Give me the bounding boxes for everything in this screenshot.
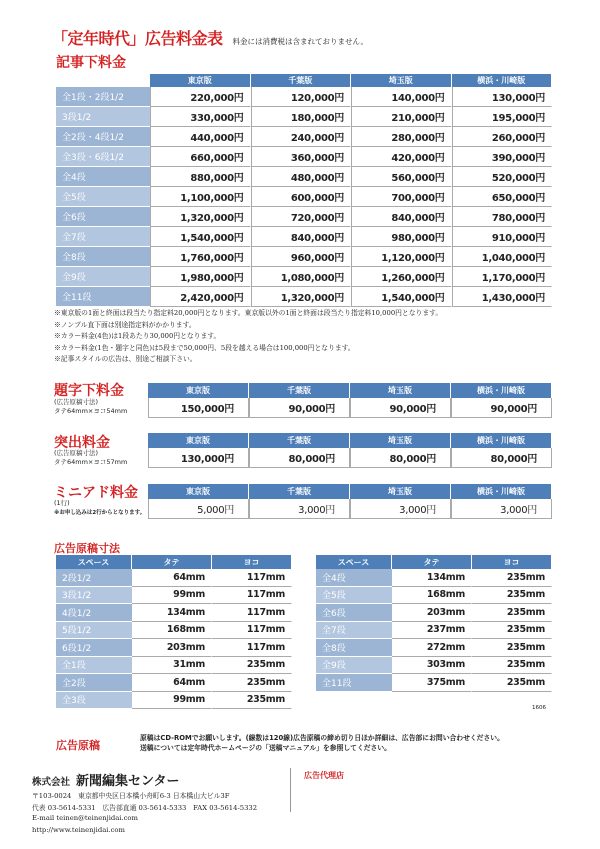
price-cell: 840,000円: [351, 207, 452, 227]
region-header: 横浜・川崎版: [451, 484, 552, 499]
dim-cell: 272mm: [392, 639, 472, 657]
price-cell: 3,000円: [350, 499, 451, 519]
dim-cell: 203mm: [132, 639, 212, 657]
note: ※記事スタイルの広告は、別途ご相談下さい。: [54, 355, 197, 363]
price-cell: 1,760,000円: [150, 247, 251, 267]
dim-cell: 375mm: [392, 674, 472, 692]
row-label: 全6段: [316, 604, 392, 622]
notes: [54, 308, 442, 366]
price-cell: 980,000円: [351, 227, 452, 247]
row-label: 全7段: [316, 622, 392, 640]
price-cell: 840,000円: [251, 227, 352, 247]
dim-cell: 235mm: [472, 657, 552, 675]
daiji-sub1: (広告原稿寸法): [54, 398, 99, 406]
kiji-table: [56, 74, 552, 307]
price-cell: 960,000円: [251, 247, 352, 267]
row-label: 全4段: [56, 167, 150, 187]
daiji-table: [148, 383, 552, 418]
doc-code: 1606: [532, 705, 546, 711]
genko-text: [140, 733, 504, 753]
table-row: [56, 287, 552, 307]
row-label: 全9段: [56, 267, 150, 287]
table-row: [56, 147, 552, 167]
company-phones: 代表 03-5614-5331 広告部直通 03-5614-5333 FAX 03-5614-5332: [32, 804, 258, 812]
price-cell: 420,000円: [351, 147, 452, 167]
dim-cell: 235mm: [472, 604, 552, 622]
price-cell: 360,000円: [251, 147, 352, 167]
row-label: 全8段: [316, 639, 392, 657]
price-cell: 700,000円: [351, 187, 452, 207]
tosshutsu-sub2: タテ64mm×ヨコ57mm: [54, 458, 128, 466]
region-header: 埼玉版: [351, 74, 452, 87]
dimensions-table-right: [316, 555, 552, 692]
region-header: 横浜・川崎版: [452, 74, 553, 87]
price-cell: 1,040,000円: [452, 247, 553, 267]
table-row: [56, 167, 552, 187]
price-cell: 1,540,000円: [150, 227, 251, 247]
dim-cell: 99mm: [132, 587, 212, 605]
region-header: 千葉版: [249, 433, 350, 448]
row-label: 全8段: [56, 247, 150, 267]
price-cell: 130,000円: [452, 87, 553, 107]
row-label: 5段1/2: [56, 622, 132, 640]
price-cell: 600,000円: [251, 187, 352, 207]
table-row: [56, 622, 292, 640]
price-cell: 140,000円: [351, 87, 452, 107]
price-cell: 2,420,000円: [150, 287, 251, 307]
tosshutsu-title: 突出料金: [54, 435, 110, 451]
price-cell: 1,260,000円: [351, 267, 452, 287]
dim-cell: 235mm: [472, 622, 552, 640]
dim-cell: 117mm: [212, 587, 292, 605]
row-label: 3段1/2: [56, 107, 150, 127]
dim-cell: 64mm: [132, 569, 212, 587]
table-row: [56, 267, 552, 287]
price-cell: 560,000円: [351, 167, 452, 187]
price-cell: 150,000円: [148, 398, 249, 418]
dim-cell: 117mm: [212, 622, 292, 640]
row-label: 2段1/2: [56, 569, 132, 587]
dim-cell: 235mm: [212, 674, 292, 692]
table-row: [56, 604, 292, 622]
region-header: 千葉版: [251, 74, 352, 87]
genko-line: 送稿については定年時代ホームページの「送稿マニュアル」を参照してください。: [140, 744, 391, 752]
price-cell: 260,000円: [452, 127, 553, 147]
row-label: 3段1/2: [56, 587, 132, 605]
price-cell: 180,000円: [251, 107, 352, 127]
dim-cell: 203mm: [392, 604, 472, 622]
row-label: 全6段: [56, 207, 150, 227]
table-row: [316, 639, 552, 657]
table-row: [56, 247, 552, 267]
price-cell: 80,000円: [451, 448, 552, 468]
price-cell: 240,000円: [251, 127, 352, 147]
price-cell: 3,000円: [249, 499, 350, 519]
dimensions-table-left: [56, 555, 292, 709]
price-cell: 3,000円: [451, 499, 552, 519]
row-label: 4段1/2: [56, 604, 132, 622]
price-cell: 1,430,000円: [452, 287, 553, 307]
price-cell: 90,000円: [249, 398, 350, 418]
price-cell: 650,000円: [452, 187, 553, 207]
price-cell: 390,000円: [452, 147, 553, 167]
table-row: [56, 187, 552, 207]
price-cell: 80,000円: [249, 448, 350, 468]
table-row: [56, 127, 552, 147]
region-header: 埼玉版: [350, 484, 451, 499]
dim-cell: 235mm: [472, 639, 552, 657]
table-row: [56, 569, 292, 587]
table-row: [316, 604, 552, 622]
divider: [290, 768, 291, 812]
table-row: [56, 639, 292, 657]
daiji-title: 題字下料金: [54, 383, 124, 399]
table-row: [56, 587, 292, 605]
dim-cell: 237mm: [392, 622, 472, 640]
table-row: [56, 674, 292, 692]
price-cell: 5,000円: [148, 499, 249, 519]
row-label: 全5段: [316, 587, 392, 605]
dim-header: タテ: [132, 555, 212, 569]
dim-cell: 168mm: [132, 622, 212, 640]
table-row: [56, 227, 552, 247]
dim-cell: 31mm: [132, 657, 212, 675]
company-name: 株式会社 新聞編集センター: [32, 774, 180, 789]
dim-cell: 117mm: [212, 604, 292, 622]
region-header: 千葉版: [249, 484, 350, 499]
price-cell: 90,000円: [350, 398, 451, 418]
dim-header: ヨコ: [212, 555, 292, 569]
table-row: [316, 657, 552, 675]
table-row: [316, 622, 552, 640]
price-cell: 1,320,000円: [150, 207, 251, 227]
note: ※カラー料金(4色)は1段あたり30,000円となります。: [54, 332, 221, 340]
price-cell: 210,000円: [351, 107, 452, 127]
price-cell: 130,000円: [148, 448, 249, 468]
kiji-header-row: [56, 74, 552, 87]
company-email[interactable]: E-mail teinen@teinenjidai.com: [32, 814, 138, 822]
price-cell: 880,000円: [150, 167, 251, 187]
price-cell: 780,000円: [452, 207, 553, 227]
genko-line: 原稿はCD-ROMでお願いします。(線数は120線)広告原稿の締め切り日ほか詳細は、広告部にお問い合わせください。: [140, 734, 504, 742]
row-label: 全11段: [56, 287, 150, 307]
row-label: 全9段: [316, 657, 392, 675]
company-address: 〒103-0024 東京都中央区日本橋小舟町6-3 日本橋山大ビル3F: [32, 792, 230, 800]
price-cell: 80,000円: [350, 448, 451, 468]
dim-cell: 303mm: [392, 657, 472, 675]
dim-cell: 235mm: [472, 674, 552, 692]
page-title: 「定年時代」広告料金表: [52, 29, 223, 48]
note: ※ノンブル直下面は別途指定料がかかります。: [54, 320, 196, 329]
table-row: [56, 657, 292, 675]
dim-cell: 235mm: [472, 569, 552, 587]
dim-cell: 235mm: [212, 657, 292, 675]
region-header: 千葉版: [249, 383, 350, 398]
daiji-sub2: タテ64mm×ヨコ54mm: [54, 407, 128, 415]
row-label: 全2段・4段1/2: [56, 127, 150, 147]
price-cell: 280,000円: [351, 127, 452, 147]
price-cell: 1,320,000円: [251, 287, 352, 307]
tosshutsu-table: [148, 433, 552, 468]
row-label: 全1段・2段1/2: [56, 87, 150, 107]
row-label: 全11段: [316, 674, 392, 692]
dim-cell: 117mm: [212, 569, 292, 587]
table-row: [316, 674, 552, 692]
price-cell: 1,080,000円: [251, 267, 352, 287]
dim-header: スペース: [316, 555, 392, 569]
price-cell: 1,540,000円: [351, 287, 452, 307]
region-header: 横浜・川崎版: [451, 383, 552, 398]
region-header: 東京版: [150, 74, 251, 87]
price-cell: 1,980,000円: [150, 267, 251, 287]
dimensions-title: 広告原稿寸法: [54, 542, 120, 555]
miniad-table: [148, 484, 552, 519]
row-label: 全1段: [56, 657, 132, 675]
miniad-sub1: (1行): [54, 499, 70, 507]
table-row: [56, 107, 552, 127]
kiji-title: 記事下料金: [56, 55, 126, 71]
miniad-title: ミニアド料金: [54, 485, 138, 501]
dim-cell: 64mm: [132, 674, 212, 692]
genko-title: 広告原稿: [56, 739, 100, 752]
price-cell: 195,000円: [452, 107, 553, 127]
row-label: 全4段: [316, 569, 392, 587]
tosshutsu-sub1: (広告原稿寸法): [54, 449, 99, 457]
price-cell: 220,000円: [150, 87, 251, 107]
row-label: 全7段: [56, 227, 150, 247]
table-row: [56, 692, 292, 710]
price-cell: 480,000円: [251, 167, 352, 187]
price-cell: 520,000円: [452, 167, 553, 187]
price-cell: 720,000円: [251, 207, 352, 227]
dim-header: ヨコ: [472, 555, 552, 569]
price-cell: 1,170,000円: [452, 267, 553, 287]
row-label: 全3段・6段1/2: [56, 147, 150, 167]
note: ※東京版の1面と終面は段当たり指定料20,000円となります。東京版以外の1面と終面は段当たり指定料10,000円となります。: [54, 309, 443, 317]
price-cell: 910,000円: [452, 227, 553, 247]
table-row: [56, 87, 552, 107]
price-cell: 1,120,000円: [351, 247, 452, 267]
row-label: 6段1/2: [56, 639, 132, 657]
agency-label: 広告代理店: [304, 771, 344, 780]
price-cell: 90,000円: [451, 398, 552, 418]
miniad-sub2: ※お申し込みは2行からとなります。: [54, 510, 146, 516]
table-row: [316, 569, 552, 587]
region-header: 東京版: [148, 383, 249, 398]
dim-header: スペース: [56, 555, 132, 569]
price-cell: 120,000円: [251, 87, 352, 107]
row-label: 全3段: [56, 692, 132, 710]
dim-cell: 134mm: [132, 604, 212, 622]
region-header: 東京版: [148, 433, 249, 448]
table-row: [316, 587, 552, 605]
dim-cell: 168mm: [392, 587, 472, 605]
dim-cell: 134mm: [392, 569, 472, 587]
price-cell: 1,100,000円: [150, 187, 251, 207]
region-header: 横浜・川崎版: [451, 433, 552, 448]
header: [52, 26, 368, 49]
dim-header: タテ: [392, 555, 472, 569]
note: ※カラー料金(1色・題字と同色)は5段まで50,000円、5段を越える場合は100,000円となります。: [54, 343, 355, 352]
price-cell: 660,000円: [150, 147, 251, 167]
price-cell: 440,000円: [150, 127, 251, 147]
row-label: 全5段: [56, 187, 150, 207]
dim-cell: 99mm: [132, 692, 212, 710]
region-header: 埼玉版: [350, 383, 451, 398]
dim-cell: 235mm: [212, 692, 292, 710]
table-row: [56, 207, 552, 227]
company-url[interactable]: http://www.teinenjidai.com: [32, 826, 125, 834]
row-label: 全2段: [56, 674, 132, 692]
dim-cell: 117mm: [212, 639, 292, 657]
price-cell: 330,000円: [150, 107, 251, 127]
region-header: 東京版: [148, 484, 249, 499]
region-header: 埼玉版: [350, 433, 451, 448]
tax-note: 料金には消費税は含まれておりません。: [232, 37, 368, 46]
dim-cell: 235mm: [472, 587, 552, 605]
